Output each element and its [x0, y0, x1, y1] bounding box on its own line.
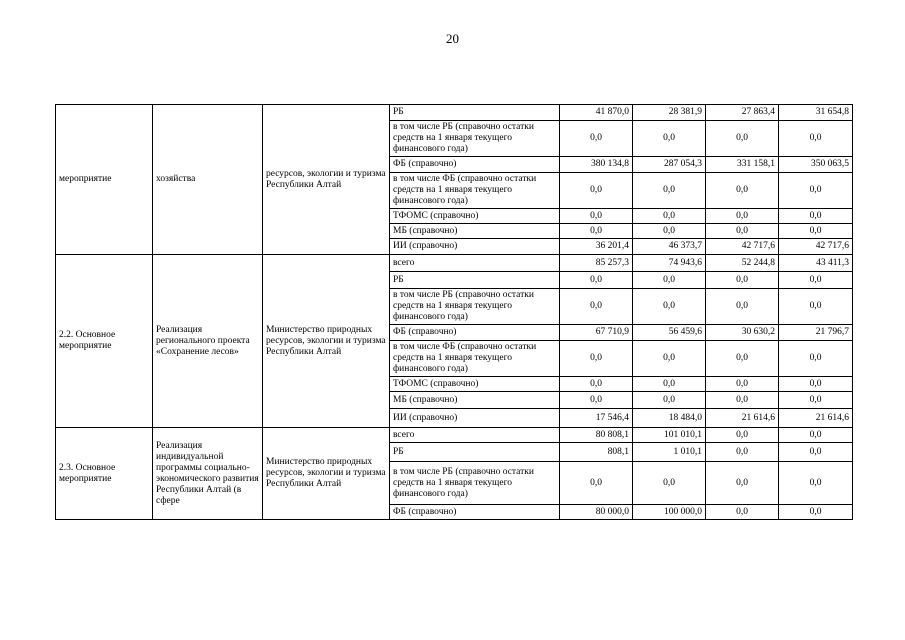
value-cell: 43 411,3 — [779, 255, 853, 272]
value-cell: 0,0 — [706, 392, 779, 409]
value-cell: 0,0 — [779, 209, 853, 224]
value-cell: 0,0 — [560, 209, 633, 224]
value-cell: 0,0 — [779, 224, 853, 239]
value-cell: 0,0 — [779, 272, 853, 289]
value-cell: 100 000,0 — [633, 505, 706, 520]
value-cell: 0,0 — [560, 224, 633, 239]
budget-table — [55, 104, 853, 520]
value-cell: 1 010,1 — [633, 443, 706, 462]
value-cell: 52 244,8 — [706, 255, 779, 272]
value-cell: 380 134,8 — [560, 157, 633, 173]
value-cell: 31 654,8 — [779, 105, 853, 121]
funding-source-cell: ФБ (справочно) — [390, 157, 560, 173]
value-cell: 808,1 — [560, 443, 633, 462]
value-cell: 0,0 — [706, 443, 779, 462]
value-cell: 21 614,6 — [779, 409, 853, 428]
funding-source-cell: всего — [390, 255, 560, 272]
funding-source-cell: в том числе ФБ (справочно остатки средств на 1 января текущего финансового года) — [390, 173, 560, 209]
value-cell: 0,0 — [706, 505, 779, 520]
value-cell: 0,0 — [560, 272, 633, 289]
value-cell: 287 054,3 — [633, 157, 706, 173]
value-cell: 80 000,0 — [560, 505, 633, 520]
value-cell: 0,0 — [560, 392, 633, 409]
funding-source-cell: МБ (справочно) — [390, 224, 560, 239]
value-cell: 67 710,9 — [560, 325, 633, 341]
value-cell: 21 614,6 — [706, 409, 779, 428]
funding-source-cell: в том числе РБ (справочно остатки средств на 1 января текущего финансового года) — [390, 121, 560, 157]
value-cell: 42 717,6 — [779, 239, 853, 255]
value-cell: 0,0 — [633, 121, 706, 157]
funding-source-cell: ФБ (справочно) — [390, 505, 560, 520]
event-description-cell: Реализация индивидуальной программы социально-экономического развития Республики Алтай (в сфере — [153, 428, 263, 520]
value-cell: 0,0 — [633, 224, 706, 239]
value-cell: 0,0 — [706, 289, 779, 325]
value-cell: 0,0 — [633, 289, 706, 325]
value-cell: 0,0 — [779, 289, 853, 325]
value-cell: 56 459,6 — [633, 325, 706, 341]
funding-source-cell: ФБ (справочно) — [390, 325, 560, 341]
value-cell: 0,0 — [560, 377, 633, 392]
value-cell: 46 373,7 — [633, 239, 706, 255]
value-cell: 0,0 — [633, 341, 706, 377]
value-cell: 0,0 — [560, 289, 633, 325]
event-description-cell: Реализация регионального проекта «Сохранение лесов» — [153, 255, 263, 428]
value-cell: 28 381,9 — [633, 105, 706, 121]
funding-source-cell: МБ (справочно) — [390, 392, 560, 409]
value-cell: 0,0 — [779, 505, 853, 520]
value-cell: 0,0 — [706, 341, 779, 377]
event-name-cell: 2.3. Основное мероприятие — [56, 428, 153, 520]
value-cell: 101 010,1 — [633, 428, 706, 443]
funding-source-cell: в том числе РБ (справочно остатки средств на 1 января текущего финансового года) — [390, 289, 560, 325]
funding-source-cell: ТФОМС (справочно) — [390, 377, 560, 392]
funding-source-cell: ТФОМС (справочно) — [390, 209, 560, 224]
value-cell: 0,0 — [706, 462, 779, 505]
value-cell: 0,0 — [706, 377, 779, 392]
event-name-cell: мероприятие — [56, 105, 153, 255]
value-cell: 0,0 — [560, 173, 633, 209]
value-cell: 0,0 — [633, 209, 706, 224]
funding-source-cell: ИИ (справочно) — [390, 409, 560, 428]
value-cell: 0,0 — [560, 462, 633, 505]
funding-source-cell: РБ — [390, 443, 560, 462]
funding-source-cell: в том числе РБ (справочно остатки средств на 1 января текущего финансового года) — [390, 462, 560, 505]
table-row — [56, 255, 853, 272]
executor-cell: Министерство природных ресурсов, экологии и туризма Республики Алтай — [263, 255, 390, 428]
value-cell: 0,0 — [633, 392, 706, 409]
value-cell: 27 863,4 — [706, 105, 779, 121]
value-cell: 21 796,7 — [779, 325, 853, 341]
table-body — [56, 105, 853, 520]
value-cell: 0,0 — [779, 121, 853, 157]
value-cell: 0,0 — [779, 428, 853, 443]
value-cell: 0,0 — [633, 173, 706, 209]
value-cell: 0,0 — [779, 443, 853, 462]
value-cell: 350 063,5 — [779, 157, 853, 173]
value-cell: 30 630,2 — [706, 325, 779, 341]
table-row — [56, 428, 853, 443]
value-cell: 0,0 — [779, 341, 853, 377]
value-cell: 80 808,1 — [560, 428, 633, 443]
table-row — [56, 105, 853, 121]
value-cell: 0,0 — [779, 392, 853, 409]
value-cell: 0,0 — [706, 173, 779, 209]
value-cell: 85 257,3 — [560, 255, 633, 272]
value-cell: 0,0 — [706, 224, 779, 239]
funding-source-cell: в том числе ФБ (справочно остатки средств на 1 января текущего финансового года) — [390, 341, 560, 377]
value-cell: 74 943,6 — [633, 255, 706, 272]
value-cell: 0,0 — [779, 462, 853, 505]
executor-cell: Министерство природных ресурсов, экологии и туризма Республики Алтай — [263, 428, 390, 520]
value-cell: 0,0 — [706, 272, 779, 289]
value-cell: 0,0 — [633, 462, 706, 505]
value-cell: 0,0 — [560, 341, 633, 377]
funding-source-cell: РБ — [390, 272, 560, 289]
funding-source-cell: ИИ (справочно) — [390, 239, 560, 255]
value-cell: 36 201,4 — [560, 239, 633, 255]
value-cell: 0,0 — [706, 209, 779, 224]
funding-source-cell: всего — [390, 428, 560, 443]
value-cell: 41 870,0 — [560, 105, 633, 121]
event-description-cell: хозяйства — [153, 105, 263, 255]
value-cell: 17 546,4 — [560, 409, 633, 428]
value-cell: 0,0 — [779, 173, 853, 209]
value-cell: 18 484,0 — [633, 409, 706, 428]
executor-cell: ресурсов, экологии и туризма Республики Алтай — [263, 105, 390, 255]
value-cell: 0,0 — [633, 272, 706, 289]
value-cell: 0,0 — [706, 428, 779, 443]
value-cell: 42 717,6 — [706, 239, 779, 255]
value-cell: 0,0 — [779, 377, 853, 392]
event-name-cell: 2.2. Основное мероприятие — [56, 255, 153, 428]
value-cell: 331 158,1 — [706, 157, 779, 173]
value-cell: 0,0 — [706, 121, 779, 157]
page-number: 20 — [446, 31, 459, 46]
value-cell: 0,0 — [633, 377, 706, 392]
funding-source-cell: РБ — [390, 105, 560, 121]
value-cell: 0,0 — [560, 121, 633, 157]
